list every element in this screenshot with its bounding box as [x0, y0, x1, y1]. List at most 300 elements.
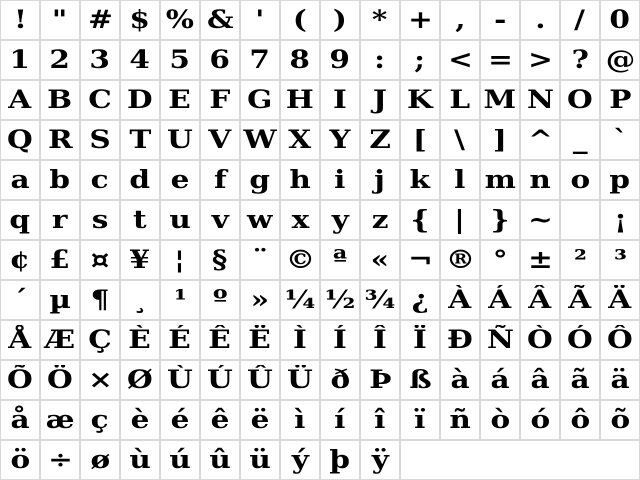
- glyph-cell-r7-c7[interactable]: [241, 241, 279, 279]
- glyph: &: [206, 5, 234, 34]
- glyph-cell-r7-c10[interactable]: [361, 241, 399, 279]
- glyph-cell-r10-c1[interactable]: [1, 361, 39, 399]
- glyph: ´: [12, 285, 28, 314]
- glyph-cell-r8-c9[interactable]: [321, 281, 359, 319]
- glyph-cell-r9-c4[interactable]: [121, 321, 159, 359]
- glyph: p: [609, 165, 631, 194]
- glyph-cell-r9-c12[interactable]: [441, 321, 479, 359]
- glyph-cell-r3-c12[interactable]: [441, 81, 479, 119]
- glyph-cell-r1-c13[interactable]: [481, 1, 519, 39]
- glyph-cell-r11-c13[interactable]: [481, 401, 519, 439]
- glyph-cell-r11-c7[interactable]: [241, 401, 279, 439]
- glyph-cell-r4-c8[interactable]: [281, 121, 319, 159]
- glyph-cell-r12-c10[interactable]: [361, 441, 399, 479]
- glyph-cell-r4-c11[interactable]: [401, 121, 439, 159]
- glyph: d: [129, 165, 151, 194]
- glyph-cell-r4-c2[interactable]: [41, 121, 79, 159]
- glyph: Ö: [47, 365, 73, 394]
- glyph: I: [333, 85, 347, 114]
- glyph-cell-r9-c14[interactable]: [521, 321, 559, 359]
- glyph: g: [249, 165, 271, 194]
- glyph-cell-r5-c14[interactable]: [521, 161, 559, 199]
- glyph-cell-r6-c8[interactable]: [281, 201, 319, 239]
- glyph-cell-r1-c10[interactable]: [361, 1, 399, 39]
- glyph-cell-r11-c11[interactable]: [401, 401, 439, 439]
- glyph-cell-r9-c3[interactable]: [81, 321, 119, 359]
- glyph-cell-r3-c1[interactable]: [1, 81, 39, 119]
- glyph: ï: [414, 405, 426, 434]
- glyph-cell-r10-c11[interactable]: [401, 361, 439, 399]
- glyph-cell-r6-c16[interactable]: [601, 201, 639, 239]
- glyph: ~: [527, 205, 553, 234]
- glyph: ê: [210, 405, 230, 434]
- glyph-cell-r11-c12[interactable]: [441, 401, 479, 439]
- glyph-cell-r6-c5[interactable]: [161, 201, 199, 239]
- glyph: D: [127, 85, 153, 114]
- glyph: ¦: [174, 245, 186, 274]
- glyph-cell-r10-c10[interactable]: [361, 361, 399, 399]
- glyph: a: [10, 165, 30, 194]
- glyph-cell-r8-c10[interactable]: [361, 281, 399, 319]
- glyph: Å: [8, 325, 32, 354]
- glyph: î: [374, 405, 386, 434]
- glyph-cell-r8-c1[interactable]: [1, 281, 39, 319]
- glyph-cell-r3-c8[interactable]: [281, 81, 319, 119]
- glyph-cell-r8-c15[interactable]: [561, 281, 599, 319]
- glyph-cell-r6-c2[interactable]: [41, 201, 79, 239]
- glyph-cell-r8-c3[interactable]: [81, 281, 119, 319]
- glyph-cell-r2-c9[interactable]: [321, 41, 359, 79]
- glyph: »: [250, 285, 270, 314]
- glyph: P: [608, 85, 632, 114]
- glyph-cell-r10-c16[interactable]: [601, 361, 639, 399]
- glyph: #: [87, 5, 113, 34]
- glyph-cell-r5-c9[interactable]: [321, 161, 359, 199]
- glyph-cell-r1-c7[interactable]: [241, 1, 279, 39]
- glyph: µ: [49, 285, 71, 314]
- glyph-cell-r4-c10[interactable]: [361, 121, 399, 159]
- glyph: à: [450, 365, 470, 394]
- glyph: G: [247, 85, 273, 114]
- glyph-cell-r8-c7[interactable]: [241, 281, 279, 319]
- glyph-cell-r5-c11[interactable]: [401, 161, 439, 199]
- glyph: t: [133, 205, 147, 234]
- glyph-cell-r2-c15[interactable]: [561, 41, 599, 79]
- glyph-cell-r4-c4[interactable]: [121, 121, 159, 159]
- glyph-cell-r2-c11[interactable]: [401, 41, 439, 79]
- glyph-cell-r1-c12[interactable]: [441, 1, 479, 39]
- glyph: }: [490, 205, 510, 234]
- glyph-cell-r7-c16[interactable]: [601, 241, 639, 279]
- glyph-cell-r9-c13[interactable]: [481, 321, 519, 359]
- glyph: i: [334, 165, 346, 194]
- glyph-cell-r12-c5[interactable]: [161, 441, 199, 479]
- glyph-cell-r2-c5[interactable]: [161, 41, 199, 79]
- glyph-cell-r11-c8[interactable]: [281, 401, 319, 439]
- glyph-cell-r6-c3[interactable]: [81, 201, 119, 239]
- glyph-cell-r10-c9[interactable]: [321, 361, 359, 399]
- glyph-cell-r5-c8[interactable]: [281, 161, 319, 199]
- glyph-cell-r5-c16[interactable]: [601, 161, 639, 199]
- glyph-cell-r5-c10[interactable]: [361, 161, 399, 199]
- glyph-cell-r1-c4[interactable]: [121, 1, 159, 39]
- glyph: >: [527, 45, 553, 74]
- glyph-cell-r4-c1[interactable]: [1, 121, 39, 159]
- glyph-cell-r7-c12[interactable]: [441, 241, 479, 279]
- glyph-cell-r11-c3[interactable]: [81, 401, 119, 439]
- glyph-cell-r5-c3[interactable]: [81, 161, 119, 199]
- glyph-cell-r8-c11[interactable]: [401, 281, 439, 319]
- glyph-cell-r2-c10[interactable]: [361, 41, 399, 79]
- glyph-cell-r9-c5[interactable]: [161, 321, 199, 359]
- glyph: 3: [89, 45, 111, 74]
- glyph: Â: [528, 285, 552, 314]
- glyph-cell-r7-c13[interactable]: [481, 241, 519, 279]
- glyph-cell-r10-c4[interactable]: [121, 361, 159, 399]
- glyph: ¼: [284, 285, 316, 314]
- glyph-cell-r9-c6[interactable]: [201, 321, 239, 359]
- glyph: :: [374, 45, 386, 74]
- glyph: R: [47, 125, 73, 154]
- glyph-cell-r10-c12[interactable]: [441, 361, 479, 399]
- glyph: ¬: [407, 245, 433, 274]
- glyph: b: [49, 165, 71, 194]
- glyph-cell-r7-c8[interactable]: [281, 241, 319, 279]
- glyph-cell-r1-c11[interactable]: [401, 1, 439, 39]
- glyph-cell-r1-c8[interactable]: [281, 1, 319, 39]
- glyph-cell-r2-c12[interactable]: [441, 41, 479, 79]
- glyph: Ì: [293, 325, 307, 354]
- glyph-cell-r12-c8[interactable]: [281, 441, 319, 479]
- glyph-cell-r3-c4[interactable]: [121, 81, 159, 119]
- glyph-cell-r11-c9[interactable]: [321, 401, 359, 439]
- glyph: Ê: [208, 325, 232, 354]
- glyph: ¤: [90, 245, 110, 274]
- glyph-cell-r11-c2[interactable]: [41, 401, 79, 439]
- glyph: |: [454, 205, 466, 234]
- glyph: ã: [570, 365, 590, 394]
- glyph-cell-r11-c5[interactable]: [161, 401, 199, 439]
- glyph: ±: [527, 245, 553, 274]
- glyph-cell-r4-c7[interactable]: [241, 121, 279, 159]
- glyph: j: [374, 165, 386, 194]
- glyph-cell-r2-c4[interactable]: [121, 41, 159, 79]
- glyph-cell-r7-c4[interactable]: [121, 241, 159, 279]
- glyph: Ò: [527, 325, 553, 354]
- glyph: ½: [324, 285, 356, 314]
- glyph-cell-r1-c6[interactable]: [201, 1, 239, 39]
- glyph-cell-r11-c14[interactable]: [521, 401, 559, 439]
- glyph: ó: [530, 405, 550, 434]
- glyph-cell-r9-c9[interactable]: [321, 321, 359, 359]
- glyph: ì: [294, 405, 306, 434]
- glyph: z: [371, 205, 389, 234]
- glyph: 7: [249, 45, 271, 74]
- glyph-cell-r7-c2[interactable]: [41, 241, 79, 279]
- glyph: º: [212, 285, 228, 314]
- glyph-cell-r9-c16[interactable]: [601, 321, 639, 359]
- glyph-cell-r8-c16[interactable]: [601, 281, 639, 319]
- glyph-cell-r9-c1[interactable]: [1, 321, 39, 359]
- glyph-cell-r1-c2[interactable]: [41, 1, 79, 39]
- glyph-cell-r7-c3[interactable]: [81, 241, 119, 279]
- glyph-cell-r3-c6[interactable]: [201, 81, 239, 119]
- glyph: M: [483, 85, 517, 114]
- glyph: Î: [373, 325, 387, 354]
- glyph: `: [612, 125, 628, 154]
- glyph: <: [447, 45, 473, 74]
- glyph-cell-r9-c11[interactable]: [401, 321, 439, 359]
- glyph: A: [8, 85, 32, 114]
- glyph: Y: [329, 125, 351, 154]
- glyph-cell-r3-c3[interactable]: [81, 81, 119, 119]
- glyph: Ñ: [486, 325, 514, 354]
- glyph: è: [130, 405, 150, 434]
- glyph: ª: [332, 245, 348, 274]
- glyph: Ó: [567, 325, 593, 354]
- glyph-cell-r2-c8[interactable]: [281, 41, 319, 79]
- glyph: 9: [329, 45, 351, 74]
- glyph-cell-r6-c4[interactable]: [121, 201, 159, 239]
- glyph-cell-r3-c11[interactable]: [401, 81, 439, 119]
- glyph-cell-r8-c4[interactable]: [121, 281, 159, 319]
- glyph: Z: [369, 125, 391, 154]
- glyph: ß: [408, 365, 432, 394]
- glyph-cell-r10-c13[interactable]: [481, 361, 519, 399]
- glyph-cell-r4-c14[interactable]: [521, 121, 559, 159]
- glyph: x: [291, 205, 309, 234]
- glyph-cell-r3-c2[interactable]: [41, 81, 79, 119]
- glyph-cell-r10-c15[interactable]: [561, 361, 599, 399]
- glyph-cell-r3-c15[interactable]: [561, 81, 599, 119]
- glyph-cell-r5-c7[interactable]: [241, 161, 279, 199]
- glyph-cell-r4-c12[interactable]: [441, 121, 479, 159]
- glyph: ÷: [47, 445, 73, 474]
- glyph-cell-r11-c4[interactable]: [121, 401, 159, 439]
- glyph-cell-r2-c6[interactable]: [201, 41, 239, 79]
- glyph-cell-r2-c3[interactable]: [81, 41, 119, 79]
- glyph-cell-r6-c1[interactable]: [1, 201, 39, 239]
- glyph: Û: [247, 365, 273, 394]
- glyph: í: [334, 405, 346, 434]
- glyph-cell-r10-c7[interactable]: [241, 361, 279, 399]
- glyph-cell-r4-c16[interactable]: [601, 121, 639, 159]
- glyph: l: [454, 165, 466, 194]
- glyph: =: [487, 45, 513, 74]
- glyph-cell-r4-c3[interactable]: [81, 121, 119, 159]
- glyph-cell-r6-c13[interactable]: [481, 201, 519, 239]
- glyph: W: [243, 125, 277, 154]
- glyph-cell-r5-c12[interactable]: [441, 161, 479, 199]
- glyph-cell-r8-c12[interactable]: [441, 281, 479, 319]
- glyph-cell-r5-c4[interactable]: [121, 161, 159, 199]
- glyph-cell-r11-c10[interactable]: [361, 401, 399, 439]
- glyph-cell-r4-c15[interactable]: [561, 121, 599, 159]
- glyph: T: [129, 125, 151, 154]
- glyph-cell-r10-c2[interactable]: [41, 361, 79, 399]
- glyph: c: [91, 165, 109, 194]
- glyph-cell-r5-c1[interactable]: [1, 161, 39, 199]
- glyph-cell-r1-c9[interactable]: [321, 1, 359, 39]
- glyph-cell-r11-c1[interactable]: [1, 401, 39, 439]
- glyph: Ï: [413, 325, 427, 354]
- glyph-cell-r10-c5[interactable]: [161, 361, 199, 399]
- glyph-cell-r1-c5[interactable]: [161, 1, 199, 39]
- glyph-cell-r1-c1[interactable]: [1, 1, 39, 39]
- glyph: Ú: [207, 365, 233, 394]
- glyph-cell-r9-c15[interactable]: [561, 321, 599, 359]
- glyph: [: [413, 125, 427, 154]
- glyph: (: [293, 5, 307, 34]
- glyph: ú: [169, 445, 191, 474]
- glyph-cell-r7-c11[interactable]: [401, 241, 439, 279]
- glyph: ù: [129, 445, 151, 474]
- glyph: K: [407, 85, 433, 114]
- glyph: ¨: [252, 245, 268, 274]
- glyph-cell-r5-c2[interactable]: [41, 161, 79, 199]
- glyph: ò: [490, 405, 510, 434]
- glyph: õ: [610, 405, 630, 434]
- glyph: %: [165, 5, 195, 34]
- glyph-cell-r11-c6[interactable]: [201, 401, 239, 439]
- glyph: /: [574, 5, 586, 34]
- glyph-cell-r6-c12[interactable]: [441, 201, 479, 239]
- glyph: Ç: [88, 325, 112, 354]
- glyph: ²: [573, 245, 587, 274]
- glyph: À: [448, 285, 472, 314]
- glyph-cell-r3-c5[interactable]: [161, 81, 199, 119]
- glyph-cell-r6-c9[interactable]: [321, 201, 359, 239]
- glyph-cell-r9-c8[interactable]: [281, 321, 319, 359]
- glyph: V: [208, 125, 232, 154]
- glyph-cell-r3-c13[interactable]: [481, 81, 519, 119]
- glyph-cell-r10-c8[interactable]: [281, 361, 319, 399]
- glyph-cell-r3-c10[interactable]: [361, 81, 399, 119]
- glyph: s: [91, 205, 109, 234]
- glyph-cell-r8-c13[interactable]: [481, 281, 519, 319]
- glyph-cell-r12-c7[interactable]: [241, 441, 279, 479]
- glyph-cell-r12-c9[interactable]: [321, 441, 359, 479]
- glyph-cell-r2-c16[interactable]: [601, 41, 639, 79]
- glyph-cell-r12-c4[interactable]: [121, 441, 159, 479]
- glyph: Õ: [7, 365, 33, 394]
- glyph-cell-r8-c6[interactable]: [201, 281, 239, 319]
- glyph-cell-r11-c16[interactable]: [601, 401, 639, 439]
- glyph: u: [169, 205, 191, 234]
- glyph-cell-r5-c15[interactable]: [561, 161, 599, 199]
- glyph-cell-r12-c3[interactable]: [81, 441, 119, 479]
- glyph: Ë: [248, 325, 272, 354]
- glyph-cell-r9-c7[interactable]: [241, 321, 279, 359]
- glyph: ,: [454, 5, 466, 34]
- glyph: ö: [10, 445, 30, 474]
- glyph: ë: [250, 405, 270, 434]
- glyph-cell-r7-c9[interactable]: [321, 241, 359, 279]
- glyph-cell-r12-c1[interactable]: [1, 441, 39, 479]
- glyph-cell-r2-c1[interactable]: [1, 41, 39, 79]
- glyph-cell-r1-c15[interactable]: [561, 1, 599, 39]
- glyph-cell-r6-c11[interactable]: [401, 201, 439, 239]
- glyph-cell-r7-c5[interactable]: [161, 241, 199, 279]
- glyph: ¾: [364, 285, 396, 314]
- glyph-cell-r2-c13[interactable]: [481, 41, 519, 79]
- glyph-cell-r5-c13[interactable]: [481, 161, 519, 199]
- glyph-cell-r3-c14[interactable]: [521, 81, 559, 119]
- glyph-cell-r5-c6[interactable]: [201, 161, 239, 199]
- glyph-cell-r8-c2[interactable]: [41, 281, 79, 319]
- glyph-cell-r7-c1[interactable]: [1, 241, 39, 279]
- glyph-cell-r3-c9[interactable]: [321, 81, 359, 119]
- glyph-cell-r10-c6[interactable]: [201, 361, 239, 399]
- glyph-cell-r12-c6[interactable]: [201, 441, 239, 479]
- glyph-cell-r1-c16[interactable]: [601, 1, 639, 39]
- glyph-cell-r4-c5[interactable]: [161, 121, 199, 159]
- glyph: ÿ: [371, 445, 389, 474]
- glyph: Á: [488, 285, 512, 314]
- glyph: £: [49, 245, 71, 274]
- glyph-cell-r6-c6[interactable]: [201, 201, 239, 239]
- glyph-cell-r9-c2[interactable]: [41, 321, 79, 359]
- glyph-cell-r6-c7[interactable]: [241, 201, 279, 239]
- glyph-cell-r6-c14[interactable]: [521, 201, 559, 239]
- glyph: o: [570, 165, 590, 194]
- glyph: e: [170, 165, 190, 194]
- glyph-cell-r1-c3[interactable]: [81, 1, 119, 39]
- glyph-cell-r12-c2[interactable]: [41, 441, 79, 479]
- glyph-cell-r5-c5[interactable]: [161, 161, 199, 199]
- glyph: ñ: [449, 405, 471, 434]
- glyph-cell-r3-c16[interactable]: [601, 81, 639, 119]
- glyph-cell-r2-c14[interactable]: [521, 41, 559, 79]
- glyph: {: [410, 205, 430, 234]
- glyph-cell-r9-c10[interactable]: [361, 321, 399, 359]
- glyph: 0: [609, 5, 631, 34]
- glyph-cell-r4-c9[interactable]: [321, 121, 359, 159]
- glyph-cell-r2-c7[interactable]: [241, 41, 279, 79]
- glyph-cell-r6-c10[interactable]: [361, 201, 399, 239]
- glyph-cell-r11-c15[interactable]: [561, 401, 599, 439]
- glyph-cell-r7-c6[interactable]: [201, 241, 239, 279]
- glyph-cell-r2-c2[interactable]: [41, 41, 79, 79]
- glyph-cell-r1-c14[interactable]: [521, 1, 559, 39]
- glyph: ]: [493, 125, 507, 154]
- glyph: ý: [291, 445, 309, 474]
- glyph-cell-r10-c3[interactable]: [81, 361, 119, 399]
- glyph: ¸: [132, 285, 148, 314]
- glyph-cell-r10-c14[interactable]: [521, 361, 559, 399]
- glyph-cell-r7-c14[interactable]: [521, 241, 559, 279]
- glyph: B: [47, 85, 73, 114]
- glyph: æ: [45, 405, 75, 434]
- glyph: C: [88, 85, 112, 114]
- glyph-cell-r4-c6[interactable]: [201, 121, 239, 159]
- glyph-cell-r8-c14[interactable]: [521, 281, 559, 319]
- glyph: Æ: [44, 325, 76, 354]
- glyph: ): [333, 5, 347, 34]
- glyph-cell-r8-c8[interactable]: [281, 281, 319, 319]
- glyph-cell-r7-c15[interactable]: [561, 241, 599, 279]
- glyph: -: [493, 5, 507, 34]
- glyph: _: [572, 125, 588, 154]
- glyph: O: [567, 85, 593, 114]
- glyph: k: [409, 165, 431, 194]
- glyph-cell-r8-c5[interactable]: [161, 281, 199, 319]
- glyph: â: [530, 365, 550, 394]
- glyph-cell-r4-c13[interactable]: [481, 121, 519, 159]
- glyph: ×: [87, 365, 113, 394]
- glyph: E: [168, 85, 192, 114]
- glyph-cell-r3-c7[interactable]: [241, 81, 279, 119]
